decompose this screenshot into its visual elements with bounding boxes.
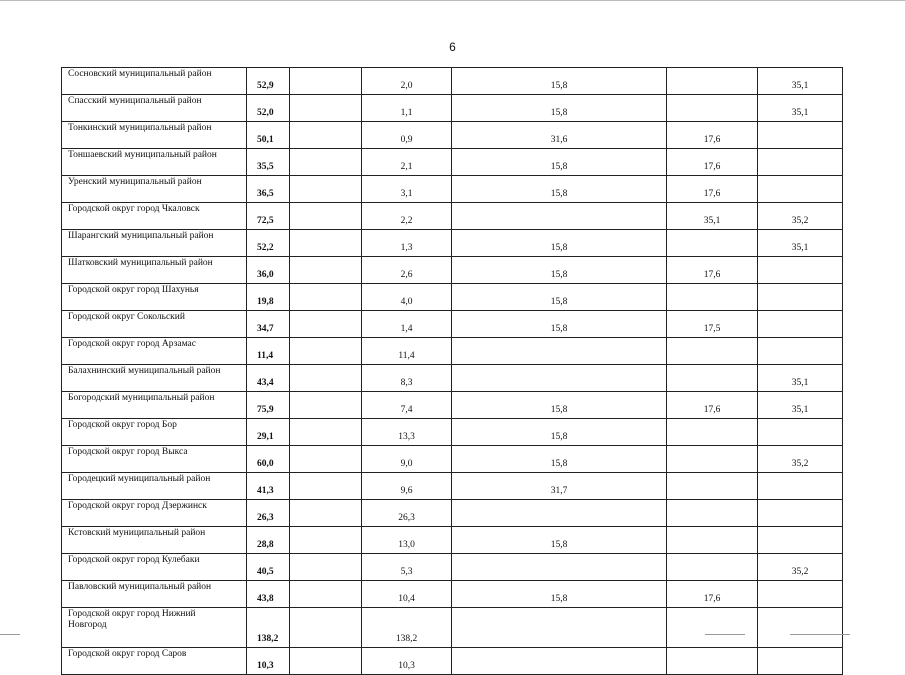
column-5-cell xyxy=(758,284,843,311)
column-1-cell xyxy=(290,149,362,176)
column-2-cell: 9,0 xyxy=(362,446,452,473)
district-name-cell: Шарангский муниципальный район xyxy=(62,230,247,257)
column-4-cell xyxy=(667,230,758,257)
district-name-cell: Павловский муниципальный район xyxy=(62,581,247,608)
column-2-cell: 2,0 xyxy=(362,68,452,95)
column-5-cell xyxy=(758,648,843,675)
column-4-cell: 17,6 xyxy=(667,257,758,284)
table-row xyxy=(62,648,843,675)
table-row xyxy=(62,68,843,95)
column-2-cell: 7,4 xyxy=(362,392,452,419)
column-2-cell: 11,4 xyxy=(362,338,452,365)
column-2-cell: 9,6 xyxy=(362,473,452,500)
table-body xyxy=(62,68,843,675)
column-5-cell xyxy=(758,338,843,365)
district-name-cell: Городской округ город Арзамас xyxy=(62,338,247,365)
district-name-cell: Городской округ город Бор xyxy=(62,419,247,446)
column-5-cell: 35,1 xyxy=(758,68,843,95)
column-4-cell: 17,6 xyxy=(667,149,758,176)
table-row xyxy=(62,608,843,648)
district-name-cell: Балахнинский муниципальный район xyxy=(62,365,247,392)
column-4-cell xyxy=(667,554,758,581)
table-row xyxy=(62,527,843,554)
total-value-cell: 28,8 xyxy=(247,527,290,554)
total-value-cell: 11,4 xyxy=(247,338,290,365)
column-2-cell: 2,1 xyxy=(362,149,452,176)
column-2-cell: 2,6 xyxy=(362,257,452,284)
table-row xyxy=(62,284,843,311)
district-name-cell: Тоншаевский муниципальный район xyxy=(62,149,247,176)
scan-top-edge xyxy=(0,0,905,1)
column-1-cell xyxy=(290,446,362,473)
column-2-cell: 5,3 xyxy=(362,554,452,581)
column-4-cell xyxy=(667,419,758,446)
total-value-cell: 50,1 xyxy=(247,122,290,149)
total-value-cell: 40,5 xyxy=(247,554,290,581)
district-name-cell: Городской округ город Дзержинск xyxy=(62,500,247,527)
total-value-cell: 75,9 xyxy=(247,392,290,419)
column-1-cell xyxy=(290,257,362,284)
table-row xyxy=(62,95,843,122)
column-5-cell: 35,1 xyxy=(758,392,843,419)
page-number: 6 xyxy=(449,40,456,54)
column-2-cell: 8,3 xyxy=(362,365,452,392)
column-1-cell xyxy=(290,500,362,527)
column-2-cell: 10,3 xyxy=(362,648,452,675)
column-1-cell xyxy=(290,95,362,122)
column-4-cell: 17,6 xyxy=(667,122,758,149)
district-name-cell: Богородский муниципальный район xyxy=(62,392,247,419)
table-row xyxy=(62,230,843,257)
column-5-cell: 35,2 xyxy=(758,203,843,230)
column-4-cell xyxy=(667,500,758,527)
district-name-cell: Сосновский муниципальный район xyxy=(62,68,247,95)
district-name-cell: Городской округ город Выкса xyxy=(62,446,247,473)
column-4-cell: 17,5 xyxy=(667,311,758,338)
column-2-cell: 13,3 xyxy=(362,419,452,446)
column-1-cell xyxy=(290,230,362,257)
column-5-cell xyxy=(758,419,843,446)
column-5-cell: 35,2 xyxy=(758,446,843,473)
district-name-cell: Городской округ город Саров xyxy=(62,648,247,675)
total-value-cell: 138,2 xyxy=(247,608,290,648)
column-4-cell xyxy=(667,338,758,365)
column-2-cell: 13,0 xyxy=(362,527,452,554)
column-5-cell xyxy=(758,122,843,149)
column-1-cell xyxy=(290,473,362,500)
column-3-cell: 15,8 xyxy=(452,95,667,122)
column-2-cell: 2,2 xyxy=(362,203,452,230)
column-5-cell: 35,2 xyxy=(758,554,843,581)
table-row xyxy=(62,338,843,365)
column-3-cell: 15,8 xyxy=(452,176,667,203)
column-1-cell xyxy=(290,122,362,149)
column-1-cell xyxy=(290,648,362,675)
allocation-table xyxy=(61,67,843,675)
column-3-cell xyxy=(452,338,667,365)
total-value-cell: 52,9 xyxy=(247,68,290,95)
column-5-cell xyxy=(758,500,843,527)
total-value-cell: 72,5 xyxy=(247,203,290,230)
total-value-cell: 43,8 xyxy=(247,581,290,608)
column-3-cell xyxy=(452,500,667,527)
table-row xyxy=(62,176,843,203)
total-value-cell: 43,4 xyxy=(247,365,290,392)
column-3-cell: 15,8 xyxy=(452,230,667,257)
column-3-cell: 15,8 xyxy=(452,446,667,473)
total-value-cell: 36,5 xyxy=(247,176,290,203)
table-row xyxy=(62,554,843,581)
column-4-cell: 17,6 xyxy=(667,392,758,419)
total-value-cell: 34,7 xyxy=(247,311,290,338)
total-value-cell: 60,0 xyxy=(247,446,290,473)
column-3-cell: 15,8 xyxy=(452,284,667,311)
column-5-cell xyxy=(758,257,843,284)
table-row xyxy=(62,419,843,446)
column-1-cell xyxy=(290,608,362,648)
column-1-cell xyxy=(290,581,362,608)
district-name-cell: Городской округ город Нижний Новгород xyxy=(62,608,247,648)
column-5-cell xyxy=(758,311,843,338)
column-1-cell xyxy=(290,203,362,230)
column-3-cell: 15,8 xyxy=(452,581,667,608)
column-4-cell: 17,6 xyxy=(667,176,758,203)
table-row xyxy=(62,311,843,338)
column-2-cell: 1,4 xyxy=(362,311,452,338)
table-row xyxy=(62,257,843,284)
column-3-cell: 15,8 xyxy=(452,311,667,338)
column-4-cell: 35,1 xyxy=(667,203,758,230)
total-value-cell: 36,0 xyxy=(247,257,290,284)
column-5-cell xyxy=(758,176,843,203)
district-name-cell: Тонкинский муниципальный район xyxy=(62,122,247,149)
total-value-cell: 52,2 xyxy=(247,230,290,257)
table-row xyxy=(62,122,843,149)
column-5-cell: 35,1 xyxy=(758,95,843,122)
table-row xyxy=(62,473,843,500)
column-1-cell xyxy=(290,284,362,311)
column-3-cell: 15,8 xyxy=(452,68,667,95)
total-value-cell: 29,1 xyxy=(247,419,290,446)
table-row xyxy=(62,392,843,419)
column-3-cell: 31,6 xyxy=(452,122,667,149)
column-3-cell xyxy=(452,554,667,581)
total-value-cell: 52,0 xyxy=(247,95,290,122)
scan-bottom-edge-right-1 xyxy=(705,634,745,635)
column-3-cell: 15,8 xyxy=(452,392,667,419)
column-2-cell: 138,2 xyxy=(362,608,452,648)
column-1-cell xyxy=(290,68,362,95)
column-4-cell xyxy=(667,473,758,500)
column-3-cell: 15,8 xyxy=(452,527,667,554)
column-3-cell xyxy=(452,365,667,392)
column-3-cell xyxy=(452,203,667,230)
column-1-cell xyxy=(290,338,362,365)
column-2-cell: 10,4 xyxy=(362,581,452,608)
table-row xyxy=(62,365,843,392)
table-row xyxy=(62,581,843,608)
column-5-cell xyxy=(758,149,843,176)
column-2-cell: 1,1 xyxy=(362,95,452,122)
column-3-cell: 15,8 xyxy=(452,149,667,176)
column-4-cell xyxy=(667,95,758,122)
column-4-cell xyxy=(667,446,758,473)
scan-bottom-edge-left xyxy=(0,634,20,635)
table-row xyxy=(62,446,843,473)
column-1-cell xyxy=(290,392,362,419)
column-4-cell xyxy=(667,365,758,392)
district-name-cell: Городской округ город Кулебаки xyxy=(62,554,247,581)
column-2-cell: 1,3 xyxy=(362,230,452,257)
scan-bottom-edge-right-2 xyxy=(790,634,850,635)
column-5-cell xyxy=(758,608,843,648)
district-name-cell: Городецкий муниципальный район xyxy=(62,473,247,500)
column-5-cell xyxy=(758,527,843,554)
column-3-cell xyxy=(452,608,667,648)
column-3-cell xyxy=(452,648,667,675)
district-name-cell: Спасский муниципальный район xyxy=(62,95,247,122)
column-3-cell: 31,7 xyxy=(452,473,667,500)
total-value-cell: 41,3 xyxy=(247,473,290,500)
table-row xyxy=(62,203,843,230)
column-5-cell: 35,1 xyxy=(758,230,843,257)
district-name-cell: Кстовский муниципальный район xyxy=(62,527,247,554)
district-name-cell: Городской округ Сокольский xyxy=(62,311,247,338)
column-4-cell xyxy=(667,608,758,648)
column-3-cell: 15,8 xyxy=(452,257,667,284)
table-row xyxy=(62,149,843,176)
table-row xyxy=(62,500,843,527)
column-5-cell: 35,1 xyxy=(758,365,843,392)
column-1-cell xyxy=(290,527,362,554)
column-2-cell: 3,1 xyxy=(362,176,452,203)
column-1-cell xyxy=(290,365,362,392)
district-name-cell: Уренский муниципальный район xyxy=(62,176,247,203)
column-5-cell xyxy=(758,473,843,500)
column-3-cell: 15,8 xyxy=(452,419,667,446)
district-name-cell: Шатковский муниципальный район xyxy=(62,257,247,284)
district-name-cell: Городской округ город Чкаловск xyxy=(62,203,247,230)
column-2-cell: 4,0 xyxy=(362,284,452,311)
column-1-cell xyxy=(290,419,362,446)
total-value-cell: 19,8 xyxy=(247,284,290,311)
column-1-cell xyxy=(290,176,362,203)
column-5-cell xyxy=(758,581,843,608)
column-4-cell: 17,6 xyxy=(667,581,758,608)
column-2-cell: 26,3 xyxy=(362,500,452,527)
column-2-cell: 0,9 xyxy=(362,122,452,149)
column-1-cell xyxy=(290,554,362,581)
total-value-cell: 10,3 xyxy=(247,648,290,675)
district-name-cell: Городской округ город Шахунья xyxy=(62,284,247,311)
column-4-cell xyxy=(667,527,758,554)
column-4-cell xyxy=(667,284,758,311)
column-4-cell xyxy=(667,648,758,675)
total-value-cell: 35,5 xyxy=(247,149,290,176)
column-1-cell xyxy=(290,311,362,338)
column-4-cell xyxy=(667,68,758,95)
total-value-cell: 26,3 xyxy=(247,500,290,527)
